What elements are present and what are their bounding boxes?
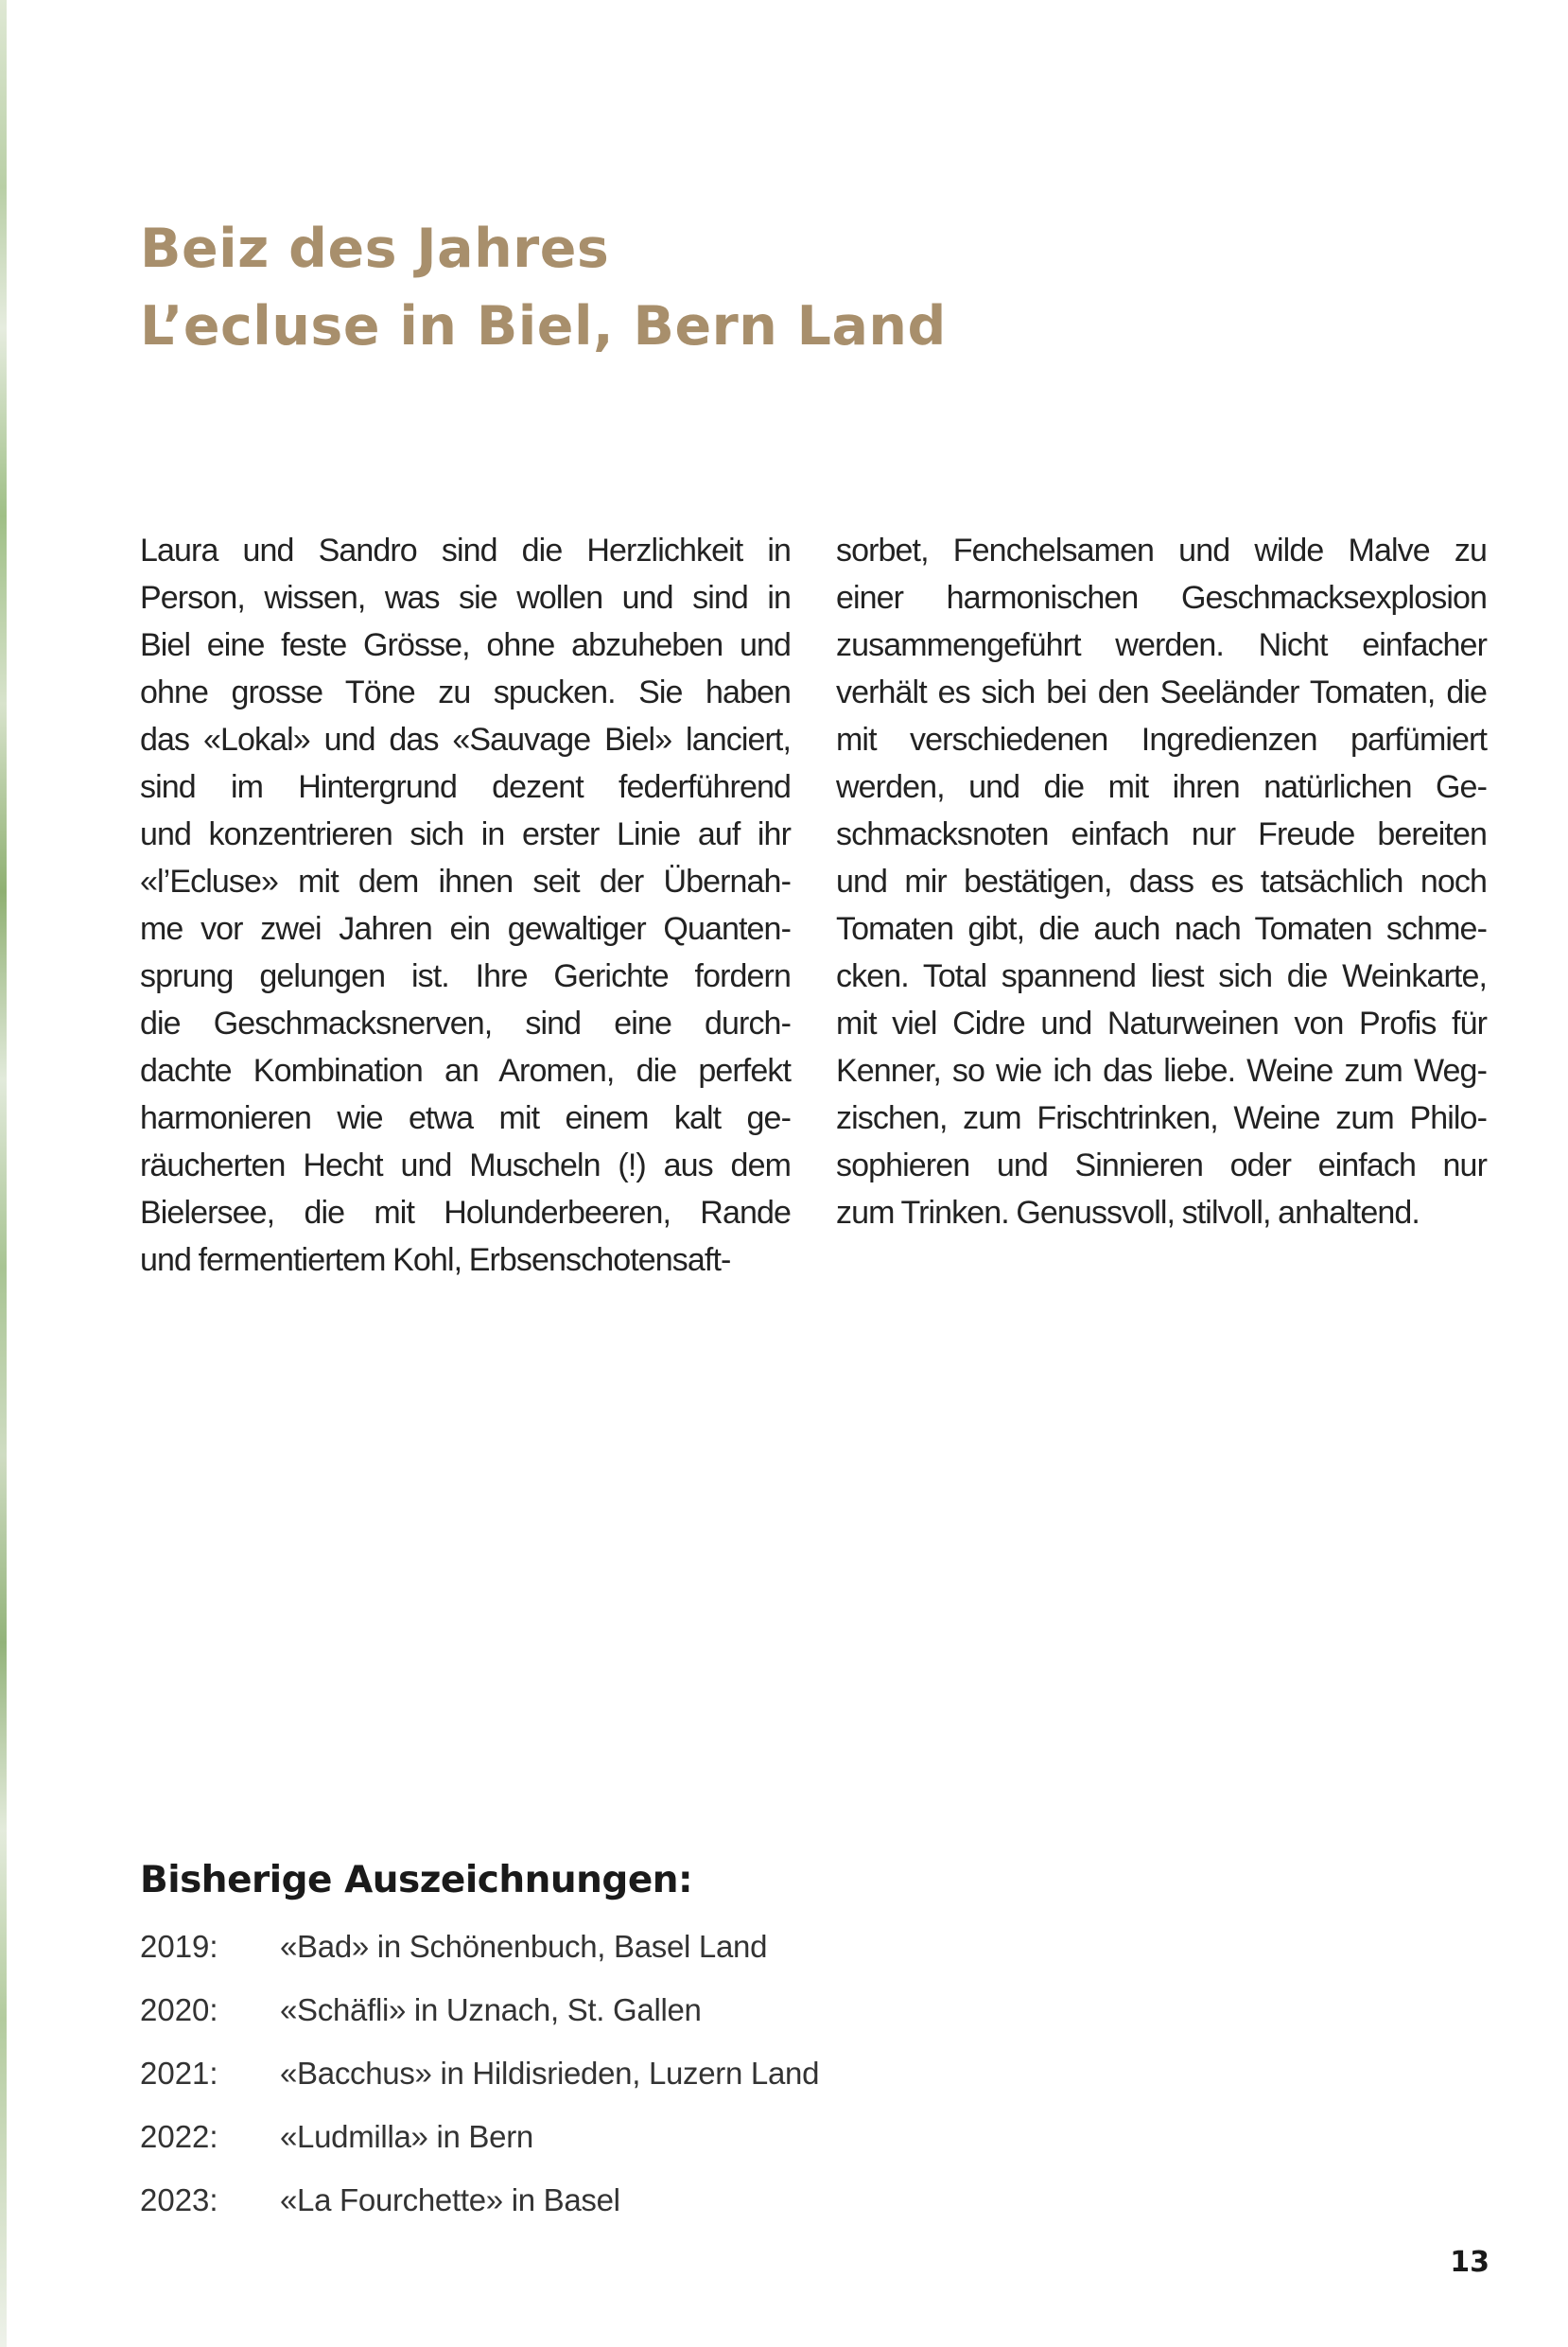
article-line: sprung gelungen ist. Ihre Gerichte fordern xyxy=(140,958,791,994)
article-line: sophieren und Sinnieren oder einfach nur xyxy=(836,1147,1487,1183)
left-edge-image-strip xyxy=(0,0,7,2347)
title-line-2: L’ecluse in Biel, Bern Land xyxy=(140,295,947,358)
award-item xyxy=(140,2177,859,2240)
award-year: 2023: xyxy=(140,2182,218,2217)
article-line: und mir bestätigen, dass es tatsächlich noch xyxy=(836,864,1487,900)
article-line: und konzentrieren sich in erster Linie auf ihr xyxy=(140,816,791,852)
award-year: 2022: xyxy=(140,2119,218,2154)
article-line: «l’Ecluse» mit dem ihnen seit der Übernah- xyxy=(140,864,791,900)
article-line: cken. Total spannend liest sich die Weinkarte, xyxy=(836,958,1487,994)
article-line: werden, und die mit ihren natürlichen Ge- xyxy=(836,769,1487,805)
article-line: ohne grosse Töne zu spucken. Sie haben xyxy=(140,674,791,710)
awards-list xyxy=(140,1923,859,2240)
article-column-right xyxy=(836,527,1487,1236)
article-line: zusammengeführt werden. Nicht einfacher xyxy=(836,627,1487,663)
award-place: «Bacchus» in Hildisrieden, Luzern Land xyxy=(280,2056,820,2091)
award-item xyxy=(140,2050,859,2113)
article-line: Person, wissen, was sie wollen und sind in xyxy=(140,580,791,616)
award-item xyxy=(140,2113,859,2177)
award-place: «Ludmilla» in Bern xyxy=(280,2119,533,2154)
article-line: dachte Kombination an Aromen, die perfekt xyxy=(140,1053,791,1089)
article-line: Laura und Sandro sind die Herzlichkeit in xyxy=(140,533,791,569)
award-year: 2019: xyxy=(140,1929,218,1964)
award-year: 2021: xyxy=(140,2056,218,2091)
article-line: sind im Hintergrund dezent federführend xyxy=(140,769,791,805)
article-line: zischen, zum Frischtrinken, Weine zum Philo- xyxy=(836,1100,1487,1136)
article-line: Bielersee, die mit Holunderbeeren, Rande xyxy=(140,1195,791,1231)
article-line: das «Lokal» und das «Sauvage Biel» lanciert, xyxy=(140,722,791,758)
article-line: sorbet, Fenchelsamen und wilde Malve zu xyxy=(836,533,1487,569)
article-line: und fermentiertem Kohl, Erbsenschotensaft- xyxy=(140,1242,731,1278)
article-line: mit verschiedenen Ingredienzen parfümiert xyxy=(836,722,1487,758)
article-line: me vor zwei Jahren ein gewaltiger Quanten- xyxy=(140,911,791,947)
article-line: schmacksnoten einfach nur Freude bereiten xyxy=(836,816,1487,852)
page-number: 13 xyxy=(1450,2246,1490,2279)
article-column-left xyxy=(140,527,791,1284)
article-line: räucherten Hecht und Muscheln (!) aus dem xyxy=(140,1147,791,1183)
award-item xyxy=(140,1987,859,2050)
page-title xyxy=(140,210,947,365)
award-year: 2020: xyxy=(140,1992,218,2027)
title-line-1: Beiz des Jahres xyxy=(140,218,610,280)
article-line: einer harmonischen Geschmacksexplosion xyxy=(836,580,1487,616)
award-place: «La Fourchette» in Basel xyxy=(280,2182,620,2217)
article-line: zum Trinken. Genussvoll, stilvoll, anhaltend. xyxy=(836,1195,1420,1231)
award-item xyxy=(140,1923,859,1987)
article-line: Kenner, so wie ich das liebe. Weine zum Weg- xyxy=(836,1053,1487,1089)
article-line: Biel eine feste Grösse, ohne abzuheben und xyxy=(140,627,791,663)
article-line: die Geschmacksnerven, sind eine durch- xyxy=(140,1006,791,1042)
article-line: mit viel Cidre und Naturweinen von Profis für xyxy=(836,1006,1487,1042)
article-line: Tomaten gibt, die auch nach Tomaten schme- xyxy=(836,911,1487,947)
article-line: verhält es sich bei den Seeländer Tomaten, die xyxy=(836,674,1487,710)
awards-heading: Bisherige Auszeichnungen: xyxy=(140,1859,693,1901)
article-line: harmonieren wie etwa mit einem kalt ge- xyxy=(140,1100,791,1136)
award-place: «Schäfli» in Uznach, St. Gallen xyxy=(280,1992,702,2027)
award-place: «Bad» in Schönenbuch, Basel Land xyxy=(280,1929,768,1964)
